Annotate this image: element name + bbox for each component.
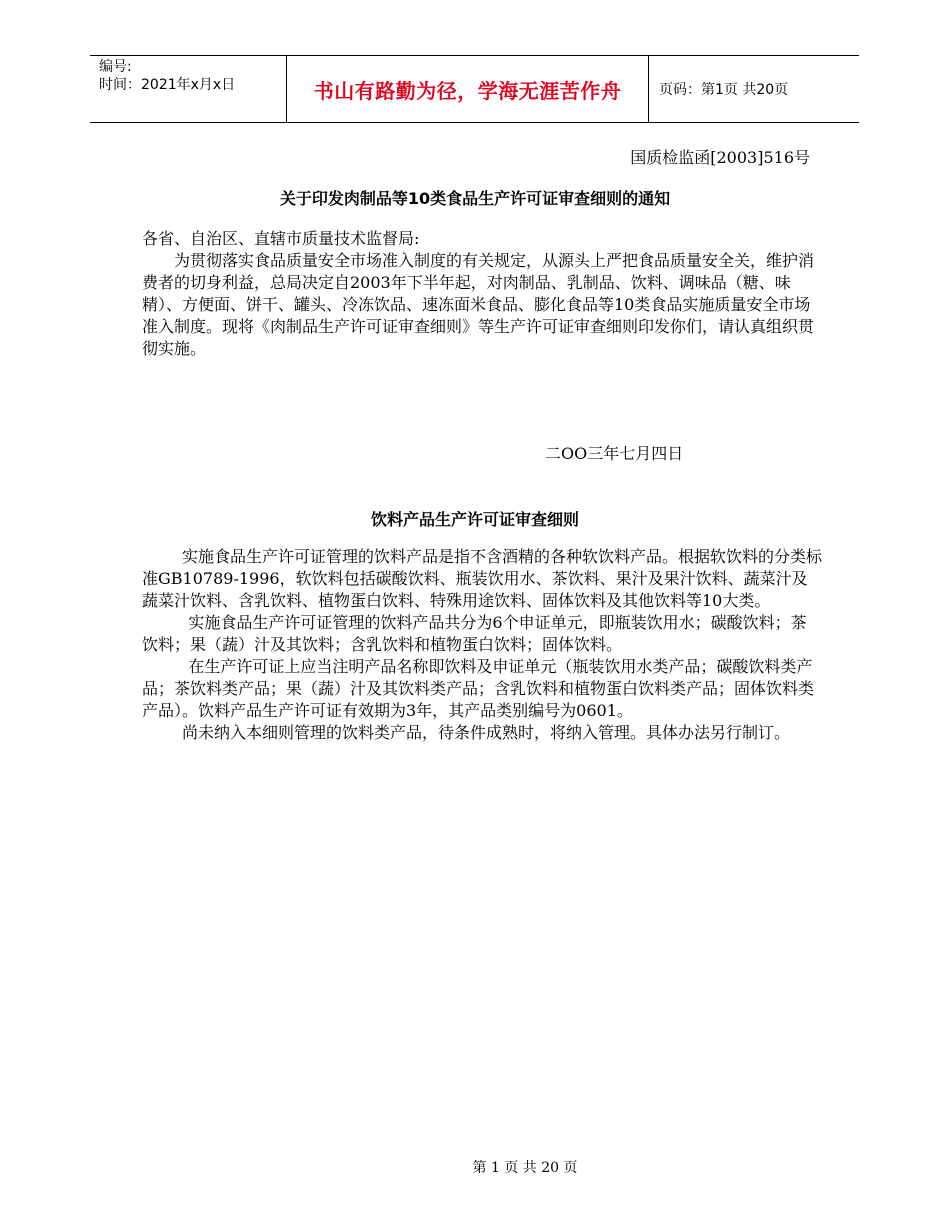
code-label: 编号: bbox=[99, 59, 132, 75]
rules-paragraph: 在生产许可证上应当注明产品名称即饮料及申证单元（瓶装饮用水类产品；碳酸饮料类产品；茶饮料类产品；果（蔬）汁及其饮料类产品；含乳饮料和植物蛋白饮料类产品；固体饮料类产品）。饮料产品生产许可证有效期为3年，其产品类别编号为0601。 bbox=[142, 657, 815, 720]
header-meta-cell bbox=[90, 56, 287, 122]
header-page-cell bbox=[649, 56, 859, 122]
notice-title: 关于印发肉制品等10类食品生产许可证审查细则的通知 bbox=[279, 189, 671, 208]
page-info: 页码：第1页 共20页 bbox=[659, 82, 789, 98]
notice-paragraph: 为贯彻落实食品质量安全市场准入制度的有关规定，从源头上严把食品质量安全关，维护消费者的切身利益，总局决定自2003年下半年起，对肉制品、乳制品、饮料、调味品（糖、味精）、方便面、饼干、罐头、冷冻饮品、速冻面米食品、膨化食品等10类食品实施质量安全市场准入制度。现将《肉制品生产许可证审查细则》等生产许可证审查细则印发你们，请认真组织贯彻实施。 bbox=[142, 251, 815, 358]
rules-title: 饮料产品生产许可证审查细则 bbox=[370, 510, 579, 529]
page-footer: 第 1 页 共 20 页 bbox=[472, 1160, 578, 1176]
document-number: 国质检监函[2003]516号 bbox=[630, 148, 810, 167]
salutation: 各省、自治区、直辖市质量技术监督局: bbox=[142, 229, 420, 248]
time-label: 时间：2021年x月x日 bbox=[99, 77, 236, 93]
rules-paragraph: 实施食品生产许可证管理的饮料产品共分为6个申证单元，即瓶装饮用水；碳酸饮料；茶饮料；果（蔬）汁及其饮料；含乳饮料和植物蛋白饮料；固体饮料。 bbox=[142, 613, 807, 654]
notice-date: 二OO三年七月四日 bbox=[545, 444, 684, 463]
rules-body bbox=[142, 546, 822, 744]
motto: 书山有路勤为径，学海无涯苦作舟 bbox=[313, 78, 622, 103]
document-header bbox=[90, 55, 859, 123]
rules-paragraph: 实施食品生产许可证管理的饮料产品是指不含酒精的各种软饮料产品。根据软饮料的分类标准GB10789-1996，软饮料包括碳酸饮料、瓶装饮用水、茶饮料、果汁及果汁饮料、蔬菜汁及蔬菜汁饮料、含乳饮料、植物蛋白饮料、特殊用途饮料、固体饮料及其他饮料等10大类。 bbox=[142, 547, 823, 610]
header-motto-cell bbox=[287, 56, 649, 122]
rules-paragraph: 尚未纳入本细则管理的饮料类产品，待条件成熟时，将纳入管理。具体办法另行制订。 bbox=[182, 723, 791, 742]
